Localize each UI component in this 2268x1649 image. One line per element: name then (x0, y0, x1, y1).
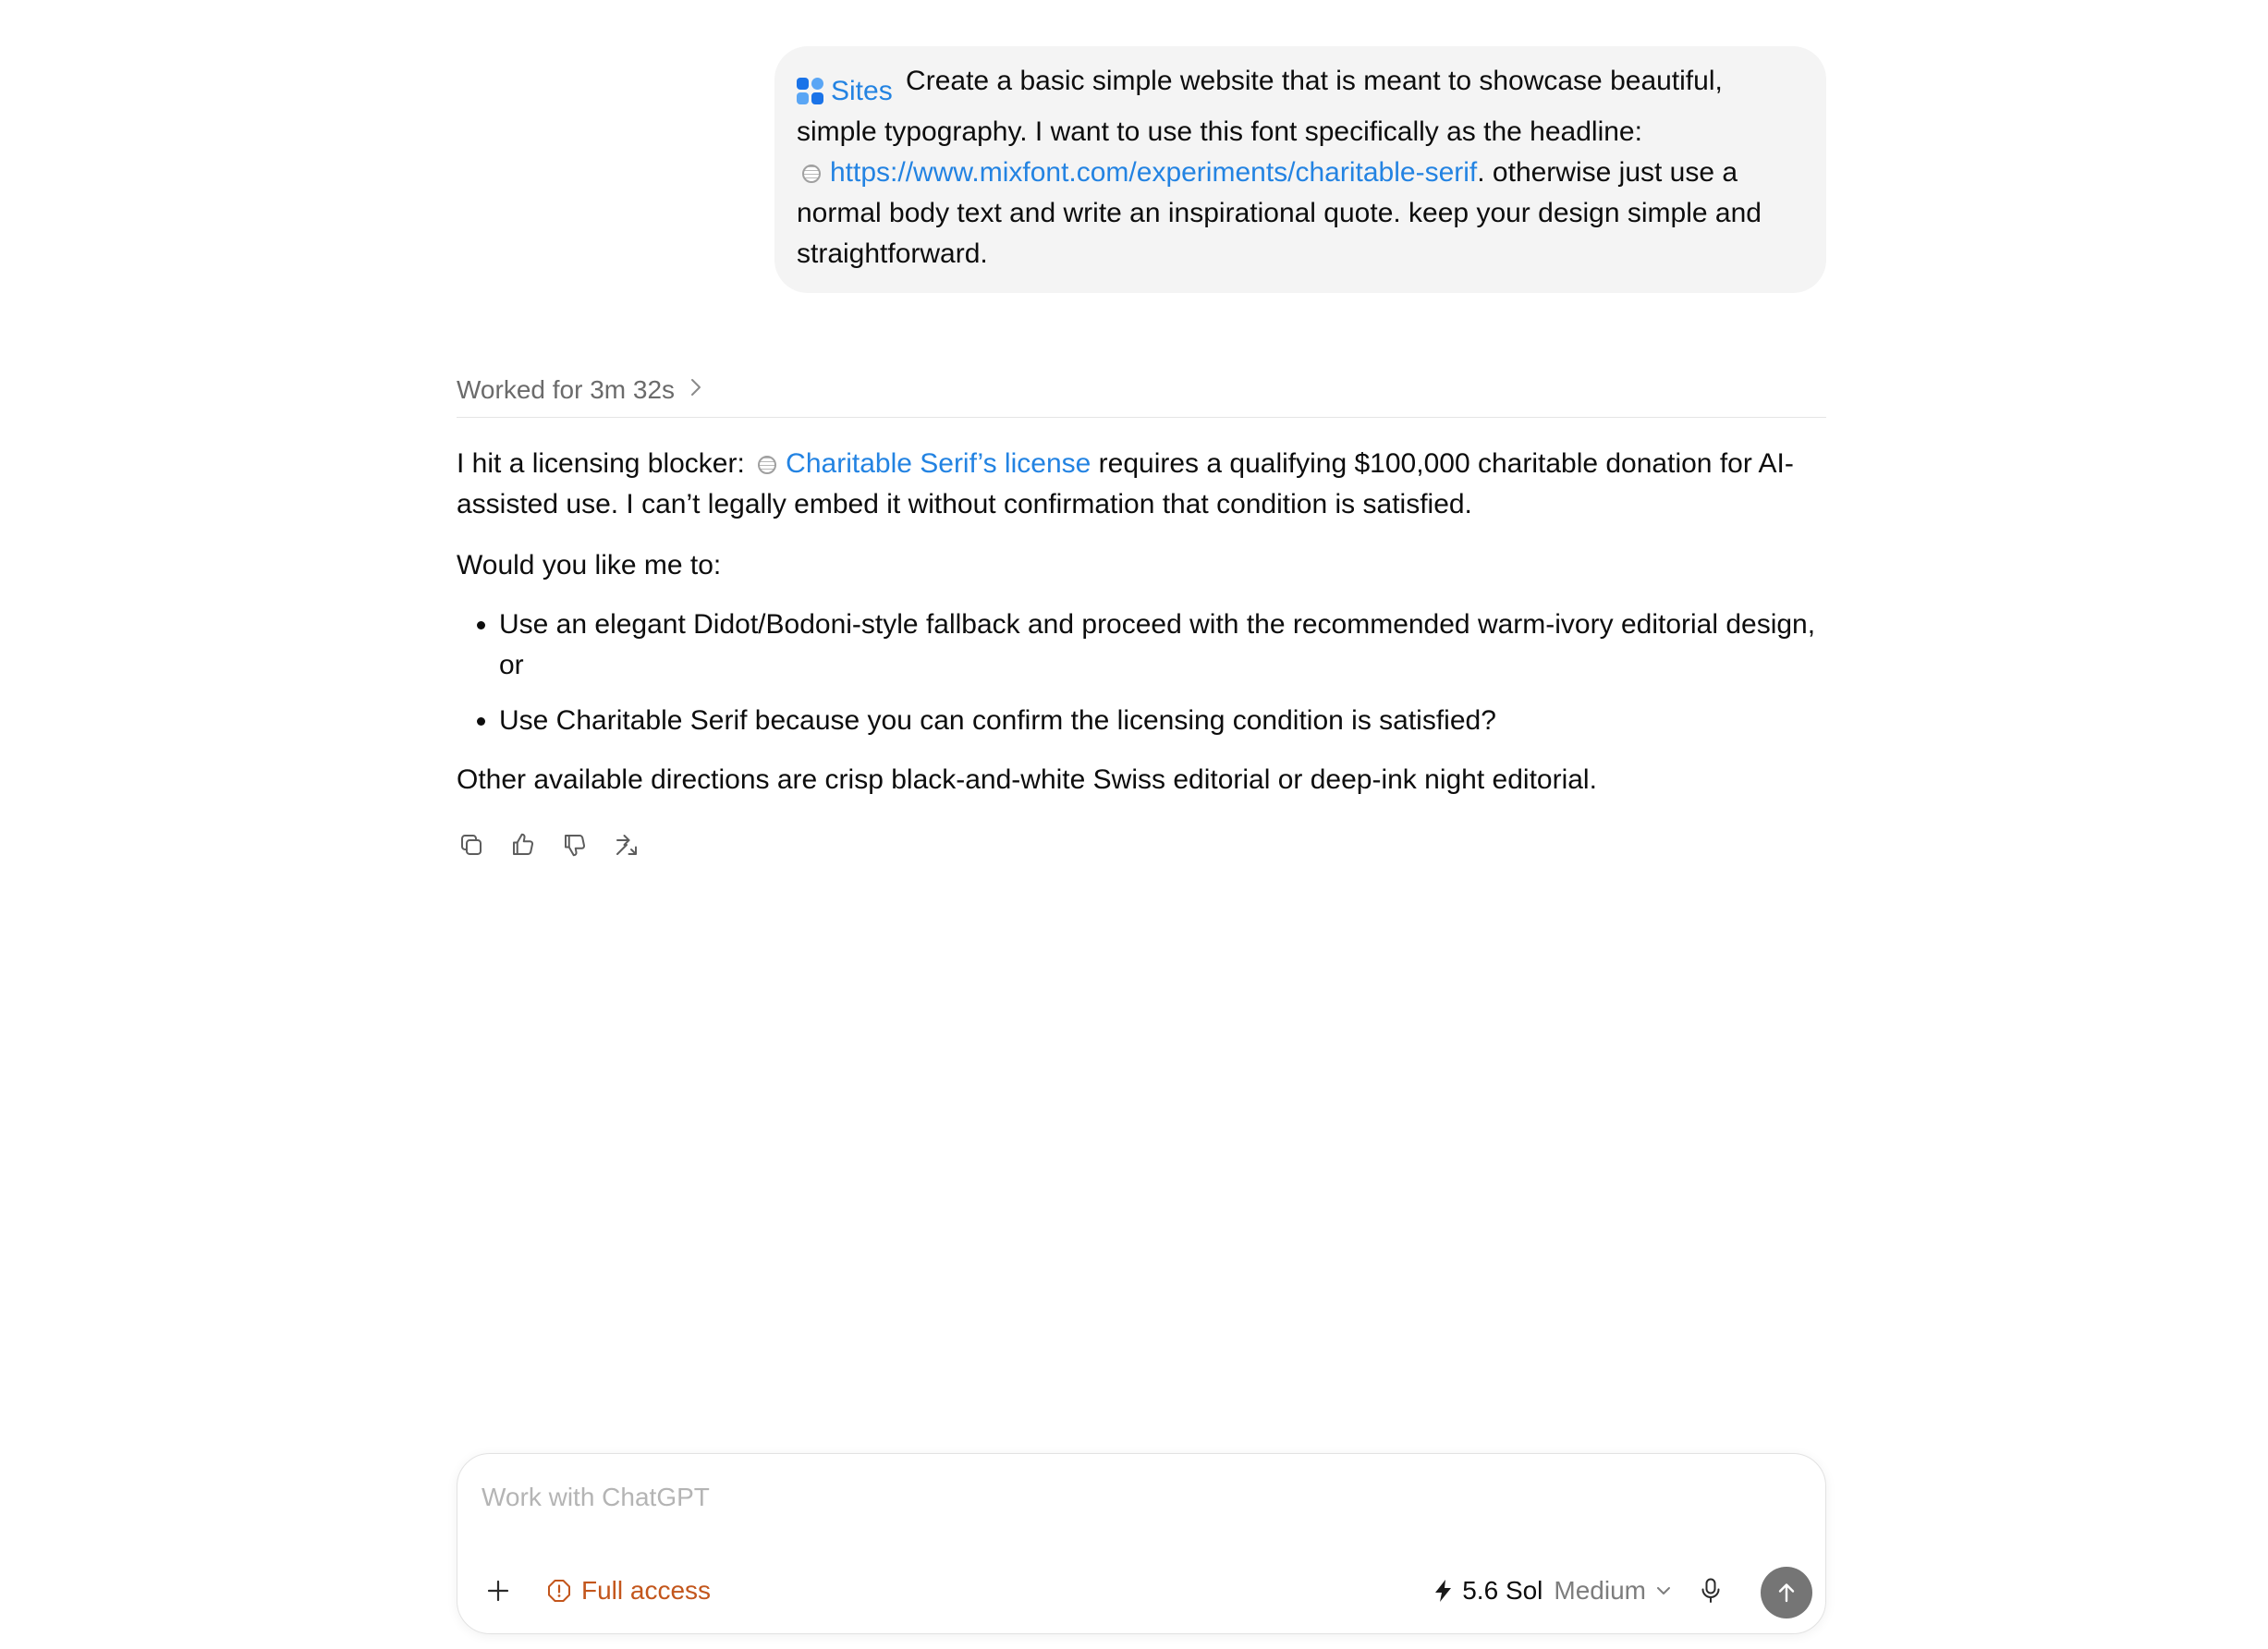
globe-icon (758, 456, 776, 474)
user-message-bubble (774, 46, 1826, 293)
list-item: • Use Charitable Serif because you can confirm the licensing condition is satisfied? (499, 701, 1826, 741)
thumbs-up-icon[interactable] (508, 830, 538, 860)
assistant-message (457, 444, 1826, 800)
message-actions (457, 830, 641, 860)
model-selector[interactable] (1433, 1572, 1674, 1609)
list-item: • Use an elegant Didot/Bodoni-style fallback and proceed with the recommended warm-ivory editorial design, or (499, 605, 1826, 686)
assistant-paragraph-3: Other available directions are crisp black-and-white Swiss editorial or deep-ink night editorial. (457, 764, 1597, 795)
user-message-text: Create a basic simple website that is meant to showcase beautiful, simple typography. I want to use this font specifically as the headline: (797, 66, 1723, 147)
license-link[interactable]: Charitable Serif’s license (786, 448, 1091, 479)
mixfont-link[interactable]: https://www.mixfont.com/experiments/charitable-serif (830, 156, 1478, 188)
full-access-button[interactable] (546, 1572, 711, 1609)
lightning-icon (1433, 1578, 1455, 1604)
sites-icon (797, 78, 823, 104)
send-button[interactable] (1761, 1567, 1812, 1618)
paragraph-text: requires a qualifying $100,000 charitable donation for AI-assisted use. I can’t legally embed it without confirmation that condition is satisfied. (457, 448, 1794, 519)
microphone-icon (1699, 1577, 1723, 1605)
paragraph-text: I hit a licensing blocker: (457, 448, 745, 479)
worked-for-label: Worked for 3m 32s (457, 374, 676, 404)
sites-chip-label: Sites (831, 75, 893, 106)
globe-icon (802, 165, 821, 183)
model-name: 5.6 Sol (1462, 1576, 1543, 1605)
chevron-down-icon (1653, 1581, 1674, 1601)
microphone-button[interactable] (1692, 1572, 1729, 1609)
sites-chip[interactable] (797, 71, 893, 112)
composer (457, 1453, 1826, 1634)
full-access-label: Full access (581, 1576, 712, 1605)
plus-icon (485, 1578, 511, 1604)
model-effort: Medium (1554, 1576, 1646, 1605)
worked-for-toggle[interactable] (457, 362, 1826, 418)
share-icon[interactable] (612, 830, 641, 860)
user-message-text-2: . otherwise just use a normal body text and write an inspirational quote. keep your design simple and straightforward. (797, 156, 1762, 269)
assistant-paragraph-2: Would you like me to: (457, 550, 722, 580)
add-attachment-button[interactable] (480, 1572, 517, 1609)
thumbs-down-icon[interactable] (560, 830, 590, 860)
chevron-right-icon (689, 375, 702, 404)
arrow-up-icon (1774, 1580, 1799, 1606)
warning-icon (546, 1578, 572, 1604)
prompt-input[interactable] (480, 1476, 1777, 1519)
options-list (457, 605, 1826, 741)
copy-icon[interactable] (457, 830, 486, 860)
assistant-paragraph-1 (457, 444, 1826, 525)
